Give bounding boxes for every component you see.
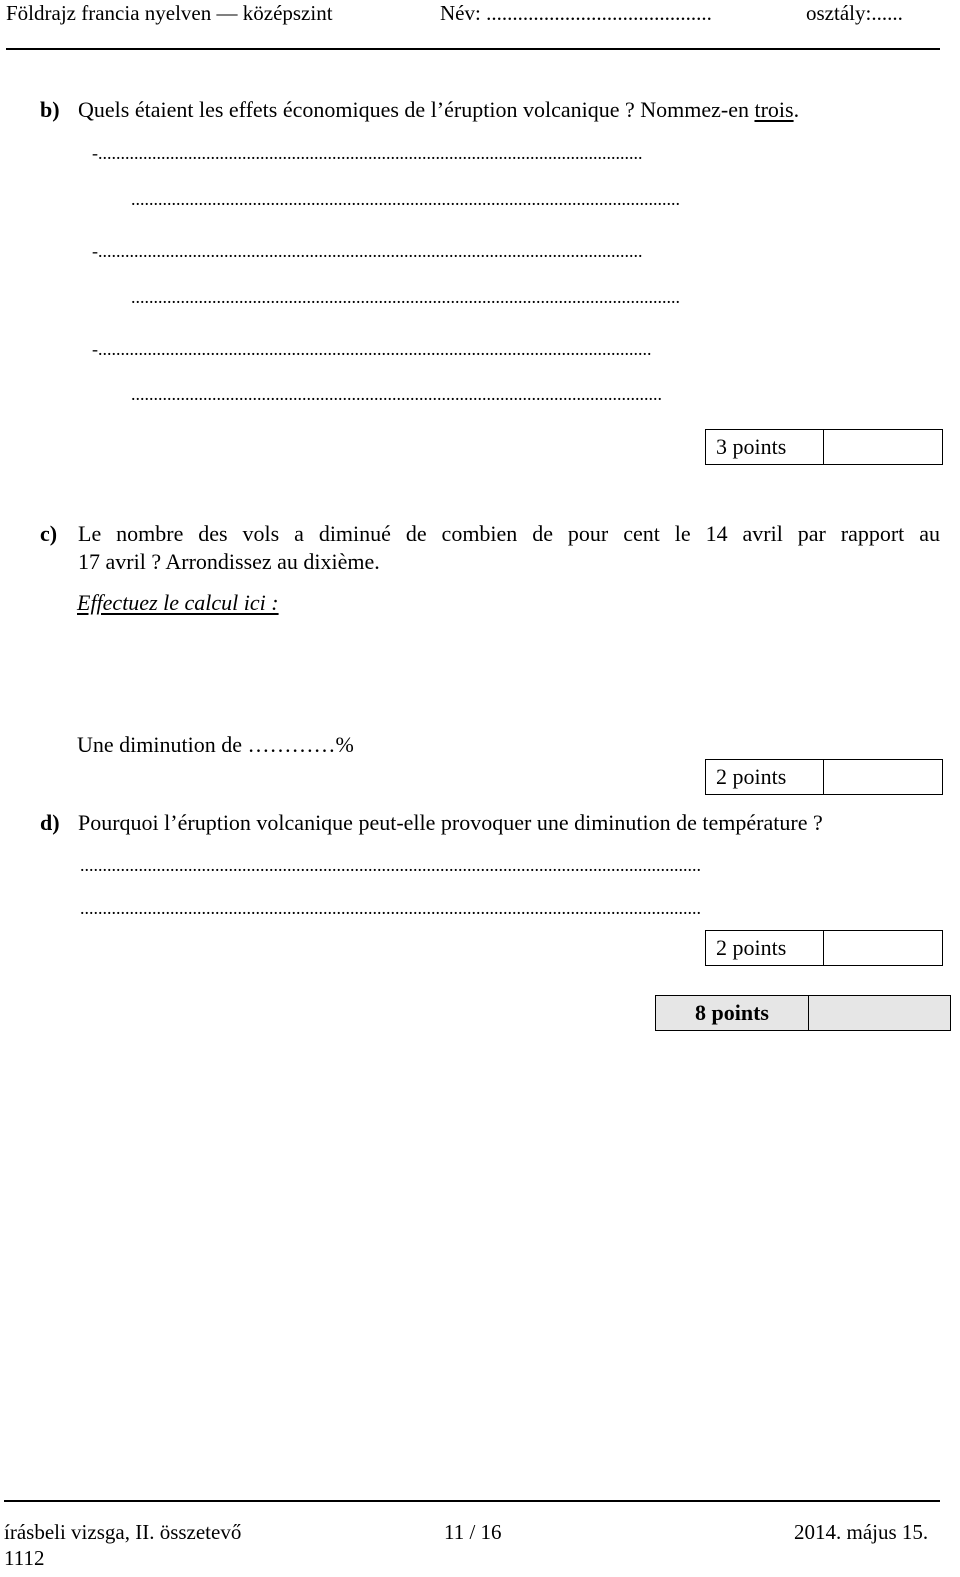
points-label-d: 2 points (706, 931, 824, 965)
question-b-label: b) (40, 97, 60, 122)
points-label-b: 3 points (706, 430, 824, 464)
footer-date: 2014. május 15. (794, 1520, 929, 1544)
answer-line-d-1[interactable]: .......................................................................................................................................... (80, 855, 701, 875)
calc-area[interactable] (77, 625, 937, 725)
header-rule (6, 48, 940, 50)
footer-rule (4, 1500, 940, 1502)
question-b-text: Quels étaient les effets économiques de l’éruption volcanique ? Nommez-en trois. (78, 97, 800, 122)
question-d-label: d) (40, 810, 60, 835)
header-class-field: osztály:...... (806, 1, 903, 25)
score-field-c[interactable] (824, 760, 942, 794)
answer-line-b-6[interactable]: ...................................................................................................................... (131, 384, 662, 404)
question-c-label: c) (40, 521, 58, 546)
header-subject: Földrajz francia nyelven — középszint (6, 1, 333, 25)
footer-exam-info: írásbeli vizsga, II. összetevő (4, 1520, 242, 1544)
answer-line-b-3[interactable]: -......................................................................................................................... (92, 241, 643, 261)
total-points-label: 8 points (656, 996, 809, 1030)
total-points-box (655, 995, 951, 1031)
answer-c[interactable]: Une diminution de …………% (77, 732, 354, 757)
answer-line-d-2[interactable]: .......................................................................................................................................... (80, 898, 701, 918)
points-box-b (705, 429, 943, 465)
answer-line-b-4[interactable]: .......................................................................................................................... (131, 287, 680, 307)
answer-line-b-1[interactable]: -......................................................................................................................... (92, 143, 643, 163)
page-number: 11 / 16 (444, 1520, 502, 1544)
answer-line-b-5[interactable]: -........................................................................................................................... (92, 339, 652, 359)
question-c-text-line1: Le nombre des vols a diminué de combien de pour cent le 14 avril par rapport au (78, 521, 940, 546)
header-name-field: Név: ........................................... (440, 1, 712, 25)
total-score-field[interactable] (809, 996, 950, 1030)
question-d-text: Pourquoi l’éruption volcanique peut-elle provoquer une diminution de température ? (78, 810, 823, 835)
question-c-text-line2: 17 avril ? Arrondissez au dixième. (78, 549, 380, 574)
points-box-c (705, 759, 943, 795)
points-box-d (705, 930, 943, 966)
points-label-c: 2 points (706, 760, 824, 794)
score-field-d[interactable] (824, 931, 942, 965)
calc-prompt: Effectuez le calcul ici : (77, 590, 279, 615)
score-field-b[interactable] (824, 430, 942, 464)
footer-code: 1112 (4, 1546, 45, 1570)
answer-line-b-2[interactable]: .......................................................................................................................... (131, 189, 680, 209)
